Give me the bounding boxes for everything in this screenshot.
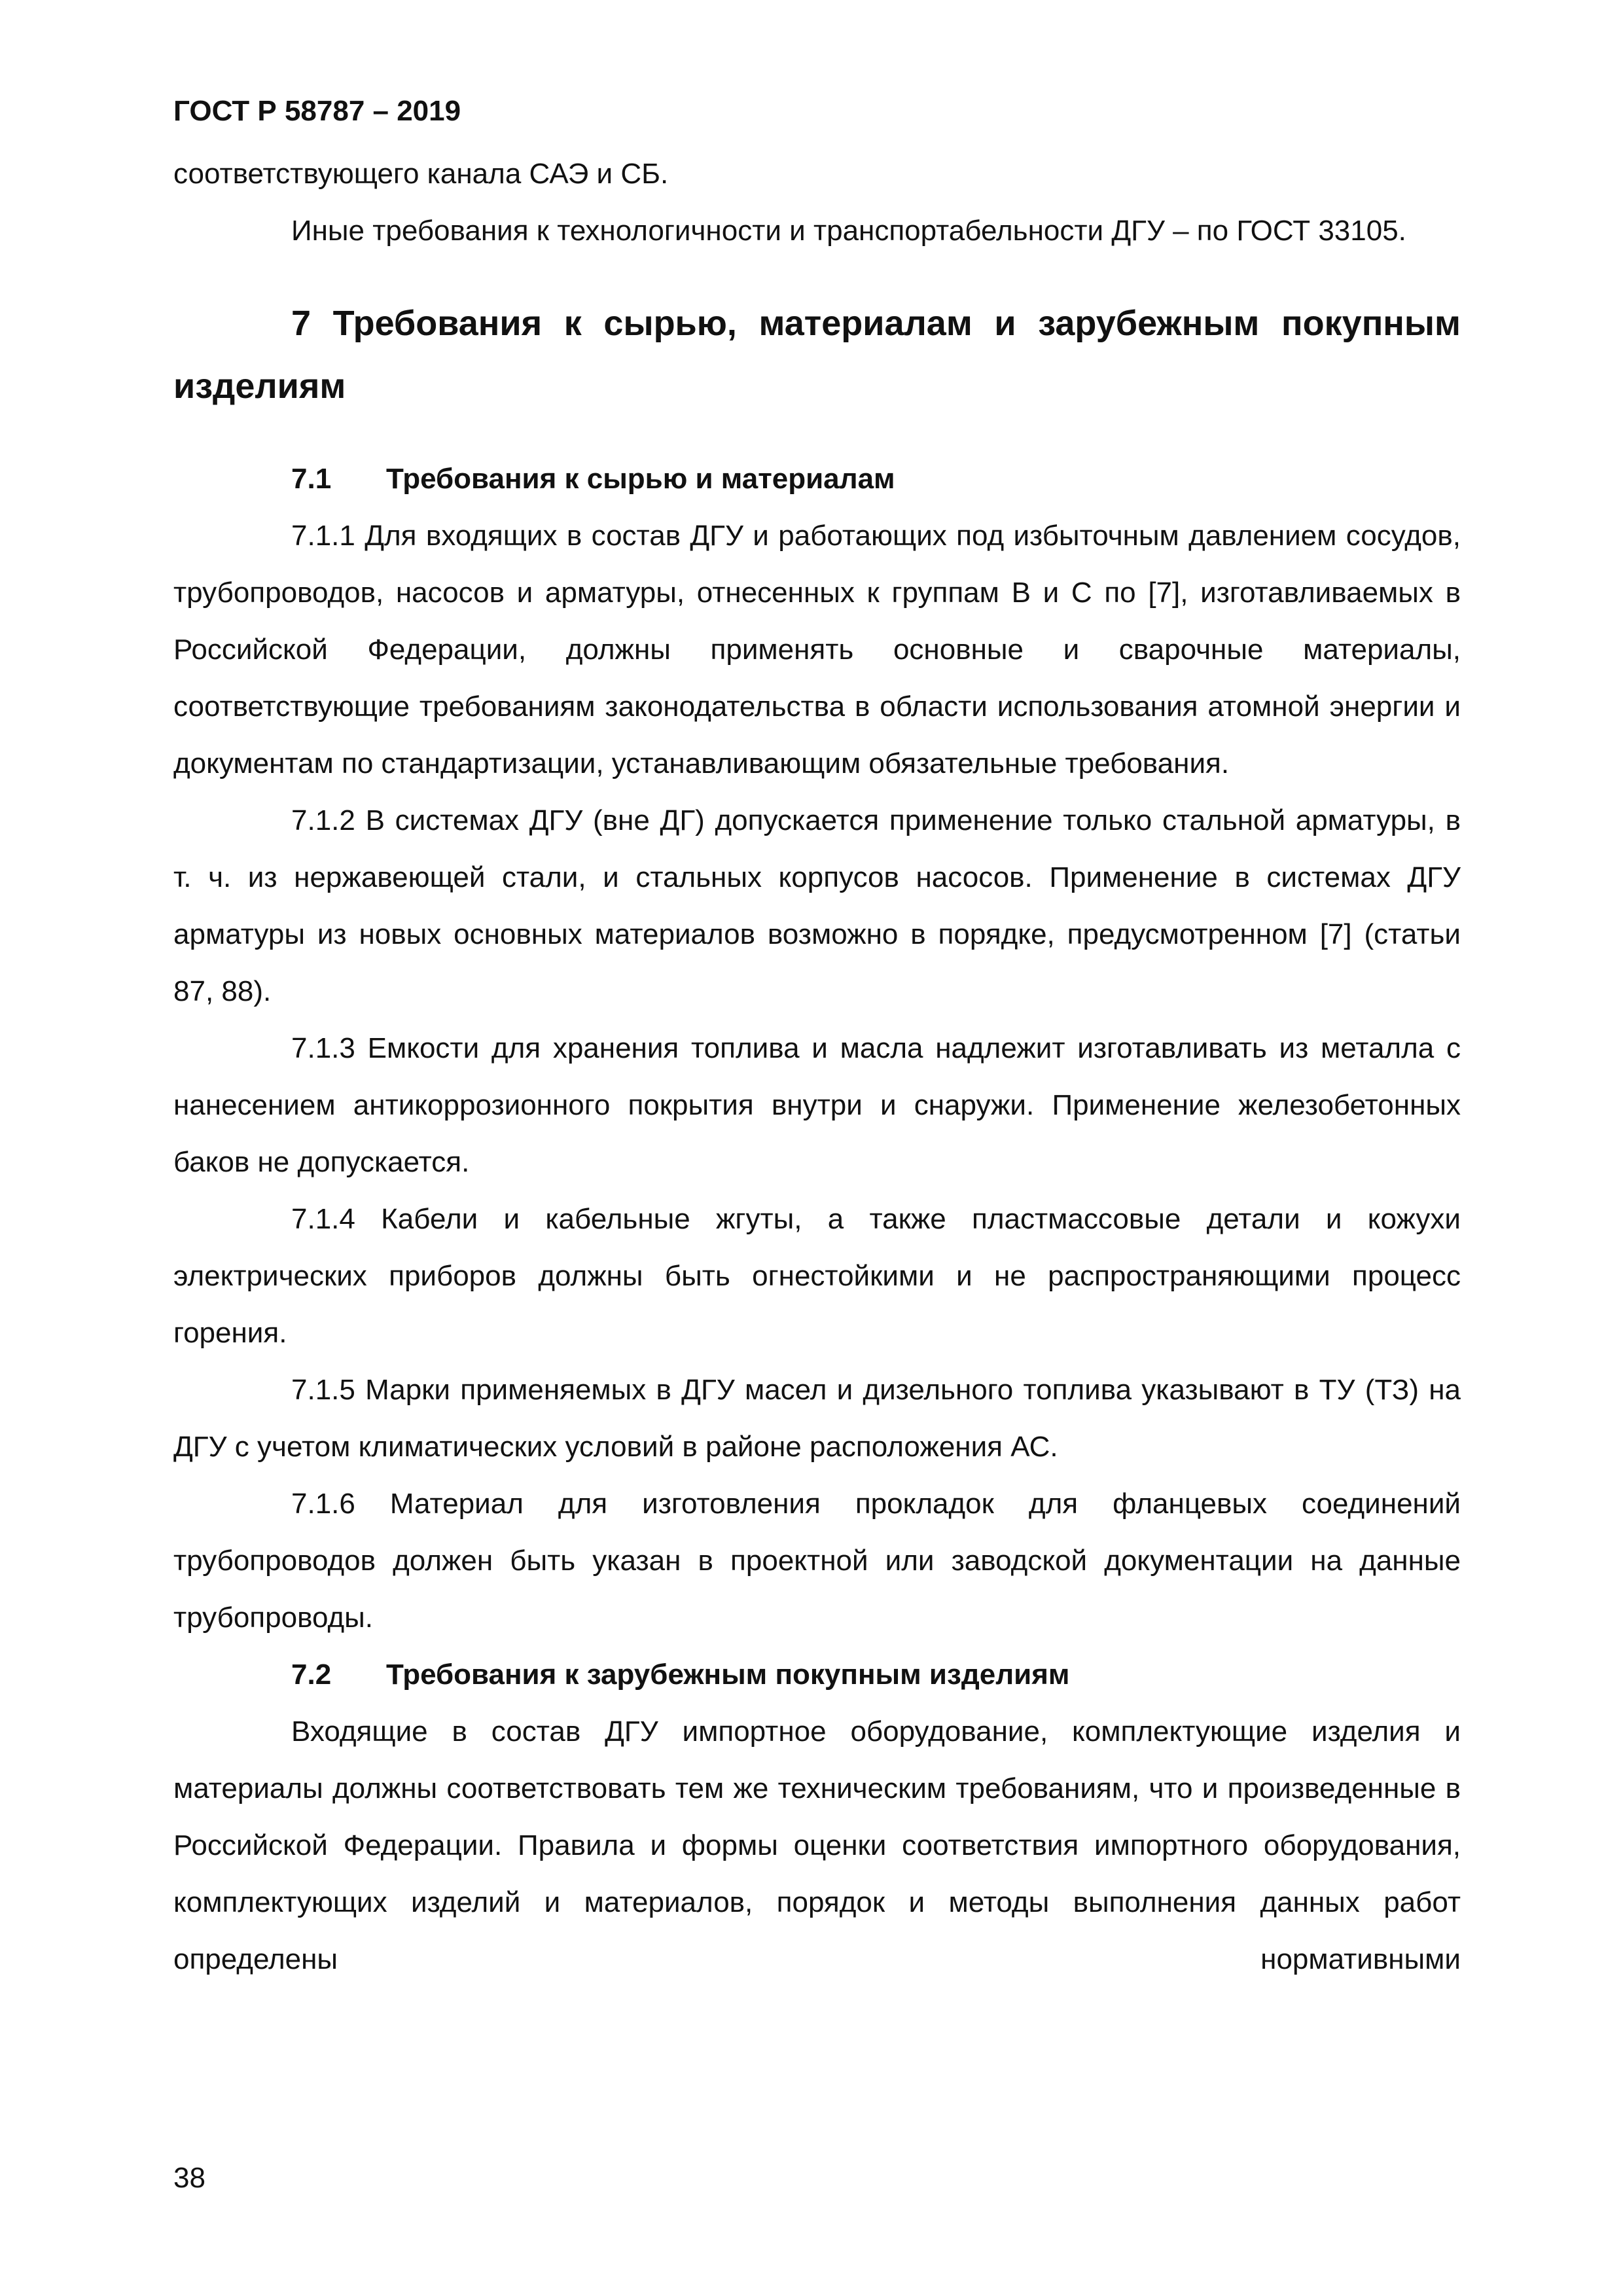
subsection-7-2-heading xyxy=(173,1646,1461,1703)
paragraph-7-1-1: 7.1.1 Для входящих в состав ДГУ и работающих под избыточным давлением сосудов, трубопроводов, насосов и арматуры, отнесенных к группам В и С по [7], изготавливаемых в Российской Федерации, должны применять основные и сварочные материалы, соответствующие требованиям законодательства в области использования атомной энергии и документам по стандартизации, устанавливающим обязательные требования. xyxy=(173,520,1461,780)
page-number: 38 xyxy=(173,2162,205,2194)
subsection-7-1-title: Требования к сырью и материалам xyxy=(386,463,895,495)
subsection-7-2-number: 7.2 xyxy=(291,1659,332,1691)
section-7-heading-block xyxy=(173,292,1461,418)
section-7-heading: 7 Требования к сырью, материалам и зарубежным покупным изделиям xyxy=(173,304,1461,406)
paragraph-7-1-4: 7.1.4 Кабели и кабельные жгуты, а также пластмассовые детали и кожухи электрических приборов должны быть огнестойкими и не распространяющими процесс горения. xyxy=(173,1203,1461,1349)
subsection-7-2-title: Требования к зарубежным покупным изделиям xyxy=(386,1659,1070,1691)
paragraph-7-2: Входящие в состав ДГУ импортное оборудование, комплектующие изделия и материалы должны соответствовать тем же техническим требованиям, что и произведенные в Российской Федерации. Правила и формы оценки соответствия импортного оборудования, комплектующих изделий и материалов, порядок и методы выполнения данных работ определены нормативными xyxy=(173,1715,1461,1975)
paragraph-7-1-6: 7.1.6 Материал для изготовления прокладок для фланцевых соединений трубопроводов должен быть указан в проектной или заводской документации на данные трубопроводы. xyxy=(173,1488,1461,1634)
paragraph-other-requirements: Иные требования к технологичности и транспортабельности ДГУ – по ГОСТ 33105. xyxy=(291,215,1406,247)
paragraph-continuation: соответствующего канала САЭ и СБ. xyxy=(173,158,669,190)
page-body xyxy=(173,145,1461,1988)
paragraph-7-1-5: 7.1.5 Марки применяемых в ДГУ масел и дизельного топлива указывают в ТУ (ТЗ) на ДГУ с учетом климатических условий в районе расположения АС. xyxy=(173,1374,1461,1463)
paragraph-7-1-3: 7.1.3 Емкости для хранения топлива и масла надлежит изготавливать из металла с нанесением антикоррозионного покрытия внутри и снаружи. Применение железобетонных баков не допускается. xyxy=(173,1032,1461,1178)
subsection-7-1-heading xyxy=(173,450,1461,507)
subsection-7-1-number: 7.1 xyxy=(291,463,332,495)
document-code-header: ГОСТ Р 58787 – 2019 xyxy=(173,95,461,127)
paragraph-7-1-2: 7.1.2 В системах ДГУ (вне ДГ) допускается применение только стальной арматуры, в т. ч. из нержавеющей стали, и стальных корпусов насосов. Применение в системах ДГУ арматуры из новых основных материалов возможно в порядке, предусмотренном [7] (статьи 87, 88). xyxy=(173,804,1461,1007)
